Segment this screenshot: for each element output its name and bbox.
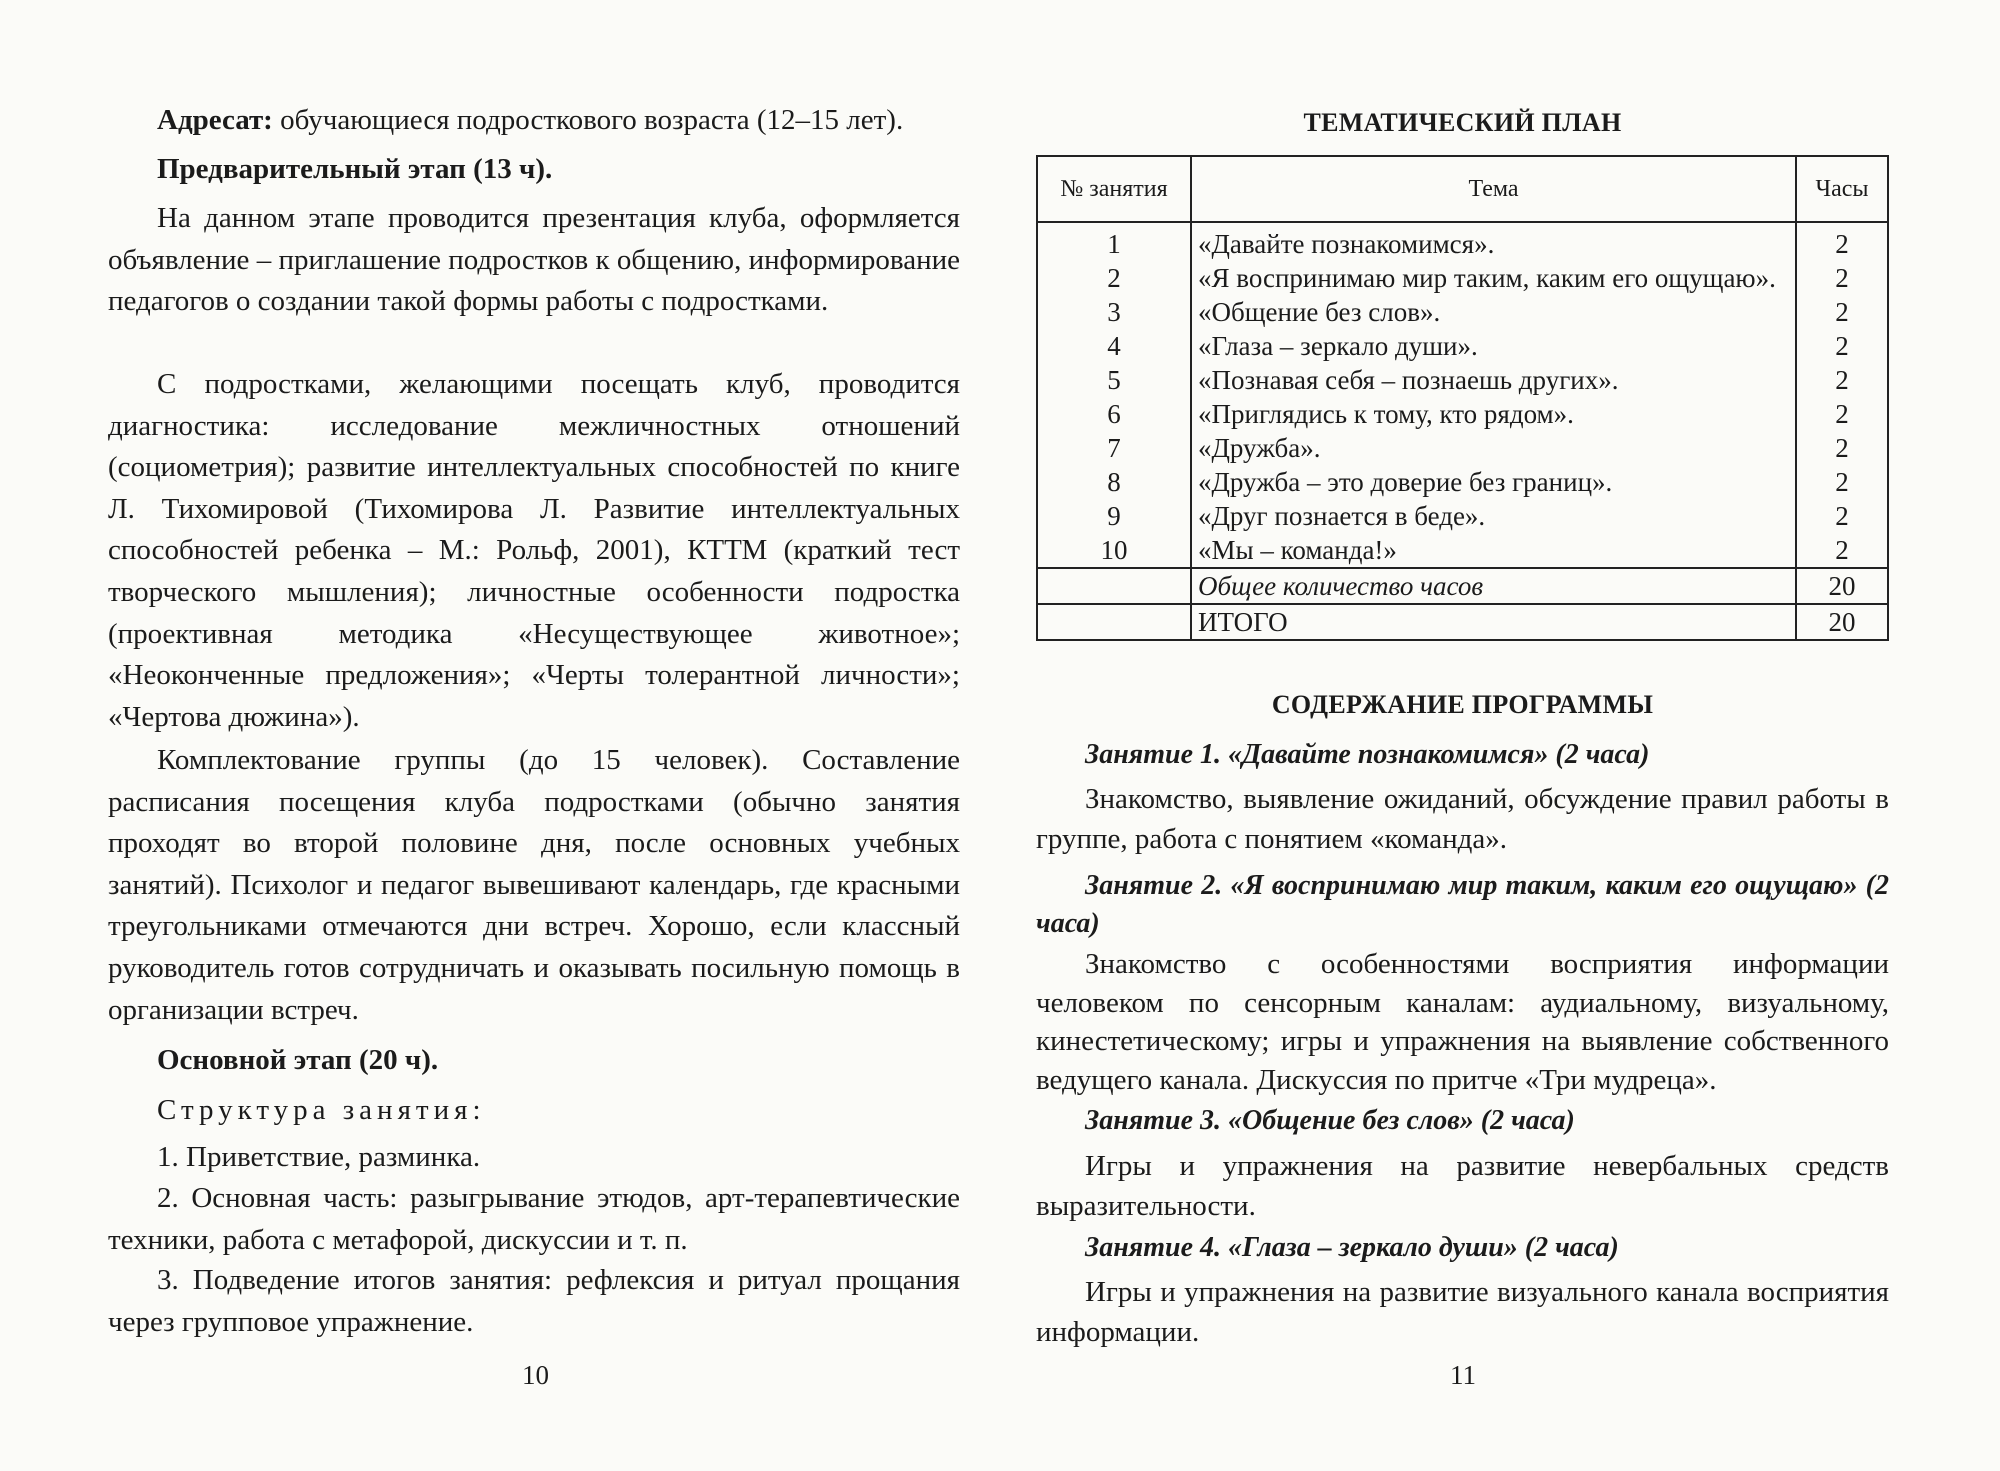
total-value: 20 <box>1796 604 1888 640</box>
addressee-line <box>157 100 903 140</box>
row-num: 4 <box>1037 329 1191 363</box>
row-hours: 2 <box>1796 499 1888 533</box>
row-num: 7 <box>1037 431 1191 465</box>
lesson-4-title: Занятие 4. «Глаза – зеркало души» (2 часа) <box>1085 1232 1619 1263</box>
addressee-label: Адресат: <box>157 104 273 136</box>
right-page <box>1000 0 2000 1471</box>
row-topic: «Познавая себя – познаешь других». <box>1191 363 1796 397</box>
plan-table <box>1036 155 1889 641</box>
row-topic: «Мы – команда!» <box>1191 533 1796 568</box>
table-row <box>1037 397 1888 431</box>
row-hours: 2 <box>1796 329 1888 363</box>
lesson-3-title: Занятие 3. «Общение без слов» (2 часа) <box>1085 1105 1575 1136</box>
table-row <box>1037 222 1888 261</box>
row-topic: «Я воспринимаю мир таким, каким его ощущаю». <box>1191 261 1796 295</box>
table-row <box>1037 533 1888 568</box>
para-presentation: На данном этапе проводится презентация клуба, оформляется объявление – приглашение подростков к общению, информирование педагогов о создании такой формы работы с подростками. <box>108 202 960 318</box>
row-num: 1 <box>1037 222 1191 261</box>
row-hours: 2 <box>1796 465 1888 499</box>
row-hours: 2 <box>1796 431 1888 465</box>
page-number-right: 11 <box>1450 1360 1476 1390</box>
page-number-left: 10 <box>522 1360 549 1390</box>
row-hours: 2 <box>1796 261 1888 295</box>
lesson-1-title: Занятие 1. «Давайте познакомимся» (2 часа) <box>1085 739 1650 770</box>
row-num: 8 <box>1037 465 1191 499</box>
lesson-1-text: Знакомство, выявление ожиданий, обсуждение правил работы в группе, работа с понятием «команда». <box>1036 783 1889 855</box>
table-row <box>1037 329 1888 363</box>
table-row <box>1037 465 1888 499</box>
table-sum-row <box>1037 568 1888 604</box>
prelim-heading: Предварительный этап (13 ч). <box>157 153 553 185</box>
row-topic: «Друг познается в беде». <box>1191 499 1796 533</box>
header-num: № занятия <box>1037 156 1191 222</box>
table-row <box>1037 295 1888 329</box>
header-hours: Часы <box>1796 156 1888 222</box>
row-topic: «Глаза – зеркало души». <box>1191 329 1796 363</box>
row-num: 5 <box>1037 363 1191 397</box>
sum-label: Общее количество часов <box>1191 568 1796 604</box>
lesson-2-text: Знакомство с особенностями восприятия информации человеком по сенсорным каналам: аудиальному, визуальному, кинестетическому; игры и упражнения на выявление собственного ведущего канала. Дискуссия по притче «Три мудреца». <box>1036 948 1889 1096</box>
list-item-2: 2. Основная часть: разыгрывание этюдов, арт-терапевтические техники, работа с метафорой, дискуссии и т. п. <box>108 1182 960 1256</box>
total-label: ИТОГО <box>1191 604 1796 640</box>
row-topic: «Дружба – это доверие без границ». <box>1191 465 1796 499</box>
row-num: 3 <box>1037 295 1191 329</box>
plan-title: ТЕМАТИЧЕСКИЙ ПЛАН <box>1303 108 1622 137</box>
row-topic: «Давайте познакомимся». <box>1191 222 1796 261</box>
row-topic: «Общение без слов». <box>1191 295 1796 329</box>
row-hours: 2 <box>1796 533 1888 568</box>
row-num: 10 <box>1037 533 1191 568</box>
row-topic: «Дружба». <box>1191 431 1796 465</box>
lesson-4-text: Игры и упражнения на развитие визуального канала восприятия информации. <box>1036 1276 1889 1348</box>
row-hours: 2 <box>1796 397 1888 431</box>
addressee-text: обучающиеся подросткового возраста (12–15 лет). <box>272 104 904 136</box>
row-num: 6 <box>1037 397 1191 431</box>
row-hours: 2 <box>1796 295 1888 329</box>
table-row <box>1037 431 1888 465</box>
para-group: Комплектование группы (до 15 человек). Составление расписания посещения клуба подростками (обычно занятия проходят во второй половине дня, после основных учебных занятий). Психолог и педагог вывешивают календарь, где красными треугольниками отмечаются дни встреч. Хорошо, если классный руководитель готов сотрудничать и оказывать посильную помощь в организации встреч. <box>108 744 960 1026</box>
row-num: 9 <box>1037 499 1191 533</box>
table-header-row <box>1037 156 1888 222</box>
table-row <box>1037 499 1888 533</box>
sum-value: 20 <box>1796 568 1888 604</box>
structure-label: Структура занятия: <box>157 1094 486 1126</box>
table-row <box>1037 261 1888 295</box>
table-total-row <box>1037 604 1888 640</box>
row-hours: 2 <box>1796 222 1888 261</box>
row-topic: «Приглядись к тому, кто рядом». <box>1191 397 1796 431</box>
header-topic: Тема <box>1191 156 1796 222</box>
main-heading: Основной этап (20 ч). <box>157 1044 439 1076</box>
para-diagnostics: С подростками, желающими посещать клуб, проводится диагностика: исследование межличностных отношений (социометрия); развитие интеллектуальных способностей по книге Л. Тихомировой (Тихомирова Л. Развитие интеллектуальных способностей ребенка – М.: Рольф, 2001), КТТМ (краткий тест творческого мышления); личностные особенности подростка (проективная методика «Несуществующее животное»; «Неоконченные предложения»; «Черты толерантной личности»; «Чертова дюжина»). <box>108 368 960 733</box>
lesson-3-text: Игры и упражнения на развитие невербальных средств выразительности. <box>1036 1150 1889 1222</box>
list-item-3: 3. Подведение итогов занятия: рефлексия и ритуал прощания через групповое упражнение. <box>108 1264 960 1338</box>
lesson-2-title: Занятие 2. «Я воспринимаю мир таким, каким его ощущаю» (2 часа) <box>1036 870 1889 939</box>
row-hours: 2 <box>1796 363 1888 397</box>
content-title: СОДЕРЖАНИЕ ПРОГРАММЫ <box>1271 690 1654 719</box>
list-item-1: 1. Приветствие, разминка. <box>157 1141 481 1173</box>
table-row <box>1037 363 1888 397</box>
row-num: 2 <box>1037 261 1191 295</box>
